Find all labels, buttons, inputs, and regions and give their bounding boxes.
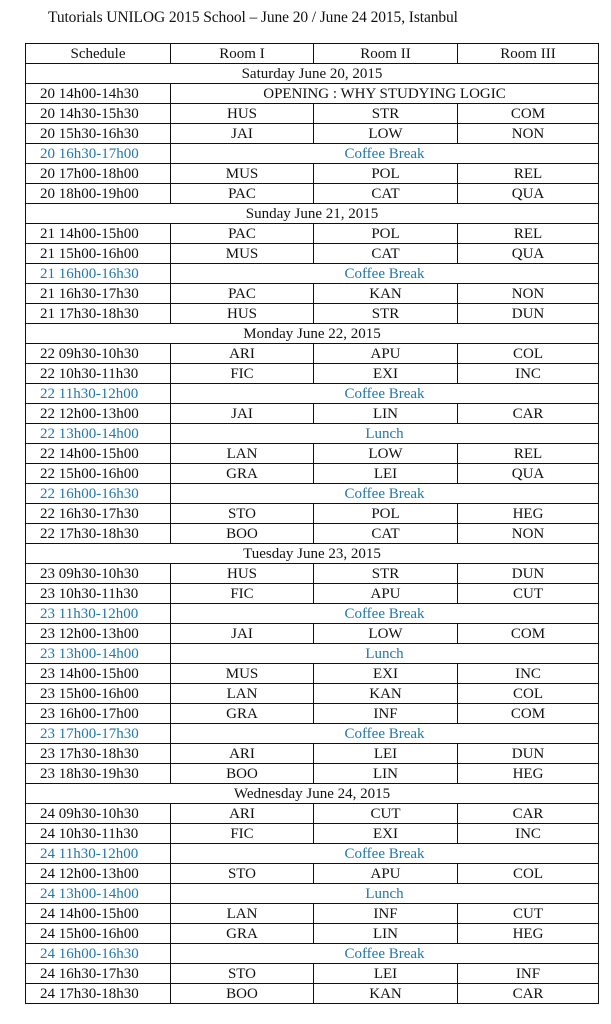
time-slot: 20 14h30-15h30 [26, 104, 171, 124]
time-slot: 24 14h00-15h00 [26, 904, 171, 924]
day-header-row [26, 204, 599, 224]
room-3-session: INC [458, 824, 599, 844]
time-slot: 21 16h00-16h30 [26, 264, 171, 284]
room-2-session: LEI [314, 744, 458, 764]
break-row [26, 264, 599, 284]
break-row [26, 484, 599, 504]
break-row [26, 724, 599, 744]
session-row [26, 404, 599, 424]
session-row [26, 684, 599, 704]
room-3-session: INC [458, 364, 599, 384]
time-slot: 24 11h30-12h00 [26, 844, 171, 864]
session-row [26, 504, 599, 524]
time-slot: 24 17h30-18h30 [26, 984, 171, 1004]
time-slot: 24 13h00-14h00 [26, 884, 171, 904]
room-3-session: INC [458, 664, 599, 684]
break-label: Coffee Break [171, 264, 599, 284]
session-row [26, 524, 599, 544]
session-row [26, 584, 599, 604]
room-1-session: MUS [171, 664, 314, 684]
header-room-3: Room III [458, 44, 599, 64]
session-row [26, 124, 599, 144]
room-3-session: COL [458, 684, 599, 704]
break-label: Coffee Break [171, 724, 599, 744]
room-2-session: EXI [314, 364, 458, 384]
room-1-session: GRA [171, 704, 314, 724]
session-row [26, 224, 599, 244]
day-label: Tuesday June 23, 2015 [26, 544, 599, 564]
room-1-session: MUS [171, 164, 314, 184]
room-3-session: QUA [458, 184, 599, 204]
time-slot: 24 09h30-10h30 [26, 804, 171, 824]
room-3-session: REL [458, 224, 599, 244]
session-row [26, 764, 599, 784]
time-slot: 24 16h30-17h30 [26, 964, 171, 984]
room-2-session: POL [314, 164, 458, 184]
time-slot: 22 14h00-15h00 [26, 444, 171, 464]
session-row [26, 904, 599, 924]
break-row [26, 604, 599, 624]
room-3-session: DUN [458, 744, 599, 764]
room-2-session: LIN [314, 924, 458, 944]
room-1-session: BOO [171, 984, 314, 1004]
room-1-session: PAC [171, 284, 314, 304]
room-1-session: LAN [171, 904, 314, 924]
break-label: Lunch [171, 424, 599, 444]
time-slot: 23 17h00-17h30 [26, 724, 171, 744]
time-slot: 23 12h00-13h00 [26, 624, 171, 644]
session-row [26, 664, 599, 684]
break-row [26, 884, 599, 904]
time-slot: 23 11h30-12h00 [26, 604, 171, 624]
room-2-session: CAT [314, 524, 458, 544]
room-2-session: CUT [314, 804, 458, 824]
room-1-session: GRA [171, 924, 314, 944]
session-row [26, 564, 599, 584]
room-3-session: COM [458, 704, 599, 724]
room-3-session: CAR [458, 804, 599, 824]
day-label: Saturday June 20, 2015 [26, 64, 599, 84]
room-2-session: KAN [314, 984, 458, 1004]
day-label: Wednesday June 24, 2015 [26, 784, 599, 804]
schedule-body [26, 64, 599, 1004]
time-slot: 22 09h30-10h30 [26, 344, 171, 364]
time-slot: 20 18h00-19h00 [26, 184, 171, 204]
time-slot: 23 09h30-10h30 [26, 564, 171, 584]
time-slot: 22 11h30-12h00 [26, 384, 171, 404]
break-row [26, 944, 599, 964]
room-2-session: LOW [314, 624, 458, 644]
day-header-row [26, 64, 599, 84]
session-row [26, 704, 599, 724]
break-label: Coffee Break [171, 144, 599, 164]
room-1-session: FIC [171, 364, 314, 384]
session-row [26, 344, 599, 364]
room-2-session: LIN [314, 404, 458, 424]
break-label: Coffee Break [171, 844, 599, 864]
room-3-session: NON [458, 524, 599, 544]
room-3-session: CAR [458, 984, 599, 1004]
room-1-session: JAI [171, 124, 314, 144]
day-label: Sunday June 21, 2015 [26, 204, 599, 224]
break-row [26, 644, 599, 664]
room-2-session: POL [314, 504, 458, 524]
time-slot: 23 17h30-18h30 [26, 744, 171, 764]
time-slot: 22 13h00-14h00 [26, 424, 171, 444]
time-slot: 23 10h30-11h30 [26, 584, 171, 604]
header-room-2: Room II [314, 44, 458, 64]
day-header-row [26, 544, 599, 564]
day-label: Monday June 22, 2015 [26, 324, 599, 344]
header-row [26, 44, 599, 64]
room-2-session: STR [314, 304, 458, 324]
room-1-session: LAN [171, 684, 314, 704]
session-row [26, 304, 599, 324]
time-slot: 24 12h00-13h00 [26, 864, 171, 884]
break-row [26, 844, 599, 864]
room-1-session: ARI [171, 344, 314, 364]
room-3-session: COM [458, 624, 599, 644]
time-slot: 21 17h30-18h30 [26, 304, 171, 324]
room-1-session: JAI [171, 624, 314, 644]
time-slot: 23 14h00-15h00 [26, 664, 171, 684]
room-1-session: LAN [171, 444, 314, 464]
room-3-session: DUN [458, 304, 599, 324]
room-2-session: APU [314, 584, 458, 604]
session-row [26, 104, 599, 124]
session-row [26, 364, 599, 384]
room-3-session: CAR [458, 404, 599, 424]
room-1-session: BOO [171, 764, 314, 784]
room-2-session: LEI [314, 464, 458, 484]
session-row [26, 824, 599, 844]
room-1-session: PAC [171, 184, 314, 204]
room-2-session: APU [314, 344, 458, 364]
session-row [26, 864, 599, 884]
room-3-session: HEG [458, 764, 599, 784]
header-schedule: Schedule [26, 44, 171, 64]
room-2-session: APU [314, 864, 458, 884]
session-row [26, 924, 599, 944]
session-row [26, 744, 599, 764]
room-3-session: NON [458, 284, 599, 304]
break-label: Coffee Break [171, 944, 599, 964]
time-slot: 21 16h30-17h30 [26, 284, 171, 304]
time-slot: 22 16h00-16h30 [26, 484, 171, 504]
room-1-session: GRA [171, 464, 314, 484]
room-2-session: LIN [314, 764, 458, 784]
time-slot: 21 14h00-15h00 [26, 224, 171, 244]
room-3-session: REL [458, 164, 599, 184]
room-2-session: LOW [314, 124, 458, 144]
time-slot: 22 12h00-13h00 [26, 404, 171, 424]
room-2-session: LEI [314, 964, 458, 984]
room-2-session: STR [314, 564, 458, 584]
session-row [26, 284, 599, 304]
room-2-session: CAT [314, 244, 458, 264]
room-1-session: ARI [171, 804, 314, 824]
room-1-session: STO [171, 864, 314, 884]
break-label: Coffee Break [171, 384, 599, 404]
room-1-session: FIC [171, 584, 314, 604]
day-header-row [26, 784, 599, 804]
room-3-session: NON [458, 124, 599, 144]
room-2-session: INF [314, 704, 458, 724]
room-2-session: POL [314, 224, 458, 244]
room-3-session: QUA [458, 244, 599, 264]
break-label: Coffee Break [171, 604, 599, 624]
room-3-session: DUN [458, 564, 599, 584]
schedule-table [25, 43, 599, 1004]
room-3-session: COL [458, 864, 599, 884]
room-1-session: STO [171, 504, 314, 524]
room-2-session: EXI [314, 664, 458, 684]
break-label: Lunch [171, 644, 599, 664]
time-slot: 21 15h00-16h00 [26, 244, 171, 264]
session-row [26, 624, 599, 644]
time-slot: 23 13h00-14h00 [26, 644, 171, 664]
session-row [26, 184, 599, 204]
session-row [26, 244, 599, 264]
room-2-session: STR [314, 104, 458, 124]
room-2-session: LOW [314, 444, 458, 464]
room-2-session: KAN [314, 284, 458, 304]
time-slot: 23 15h00-16h00 [26, 684, 171, 704]
time-slot: 20 14h00-14h30 [26, 84, 171, 104]
room-3-session: COL [458, 344, 599, 364]
session-row [26, 464, 599, 484]
break-row [26, 384, 599, 404]
room-3-session: REL [458, 444, 599, 464]
break-row [26, 144, 599, 164]
room-3-session: HEG [458, 504, 599, 524]
room-3-session: COM [458, 104, 599, 124]
time-slot: 20 17h00-18h00 [26, 164, 171, 184]
room-3-session: QUA [458, 464, 599, 484]
time-slot: 20 16h30-17h00 [26, 144, 171, 164]
opening-row [26, 84, 599, 104]
room-2-session: EXI [314, 824, 458, 844]
time-slot: 22 10h30-11h30 [26, 364, 171, 384]
room-3-session: HEG [458, 924, 599, 944]
break-label: Lunch [171, 884, 599, 904]
session-row [26, 964, 599, 984]
room-1-session: BOO [171, 524, 314, 544]
time-slot: 20 15h30-16h30 [26, 124, 171, 144]
time-slot: 24 10h30-11h30 [26, 824, 171, 844]
room-2-session: INF [314, 904, 458, 924]
room-2-session: CAT [314, 184, 458, 204]
time-slot: 22 16h30-17h30 [26, 504, 171, 524]
time-slot: 24 15h00-16h00 [26, 924, 171, 944]
room-1-session: ARI [171, 744, 314, 764]
room-1-session: HUS [171, 304, 314, 324]
time-slot: 22 15h00-16h00 [26, 464, 171, 484]
document-title: Tutorials UNILOG 2015 School – June 20 / June 24 2015, Istanbul [48, 9, 458, 26]
opening-label: OPENING : WHY STUDYING LOGIC [171, 84, 599, 104]
room-3-session: INF [458, 964, 599, 984]
session-row [26, 804, 599, 824]
room-1-session: PAC [171, 224, 314, 244]
room-1-session: STO [171, 964, 314, 984]
room-1-session: HUS [171, 564, 314, 584]
room-1-session: MUS [171, 244, 314, 264]
session-row [26, 444, 599, 464]
break-row [26, 424, 599, 444]
room-1-session: FIC [171, 824, 314, 844]
header-room-1: Room I [171, 44, 314, 64]
room-3-session: CUT [458, 584, 599, 604]
room-2-session: KAN [314, 684, 458, 704]
time-slot: 23 16h00-17h00 [26, 704, 171, 724]
session-row [26, 164, 599, 184]
time-slot: 23 18h30-19h30 [26, 764, 171, 784]
day-header-row [26, 324, 599, 344]
room-1-session: JAI [171, 404, 314, 424]
room-1-session: HUS [171, 104, 314, 124]
time-slot: 22 17h30-18h30 [26, 524, 171, 544]
break-label: Coffee Break [171, 484, 599, 504]
session-row [26, 984, 599, 1004]
time-slot: 24 16h00-16h30 [26, 944, 171, 964]
room-3-session: CUT [458, 904, 599, 924]
